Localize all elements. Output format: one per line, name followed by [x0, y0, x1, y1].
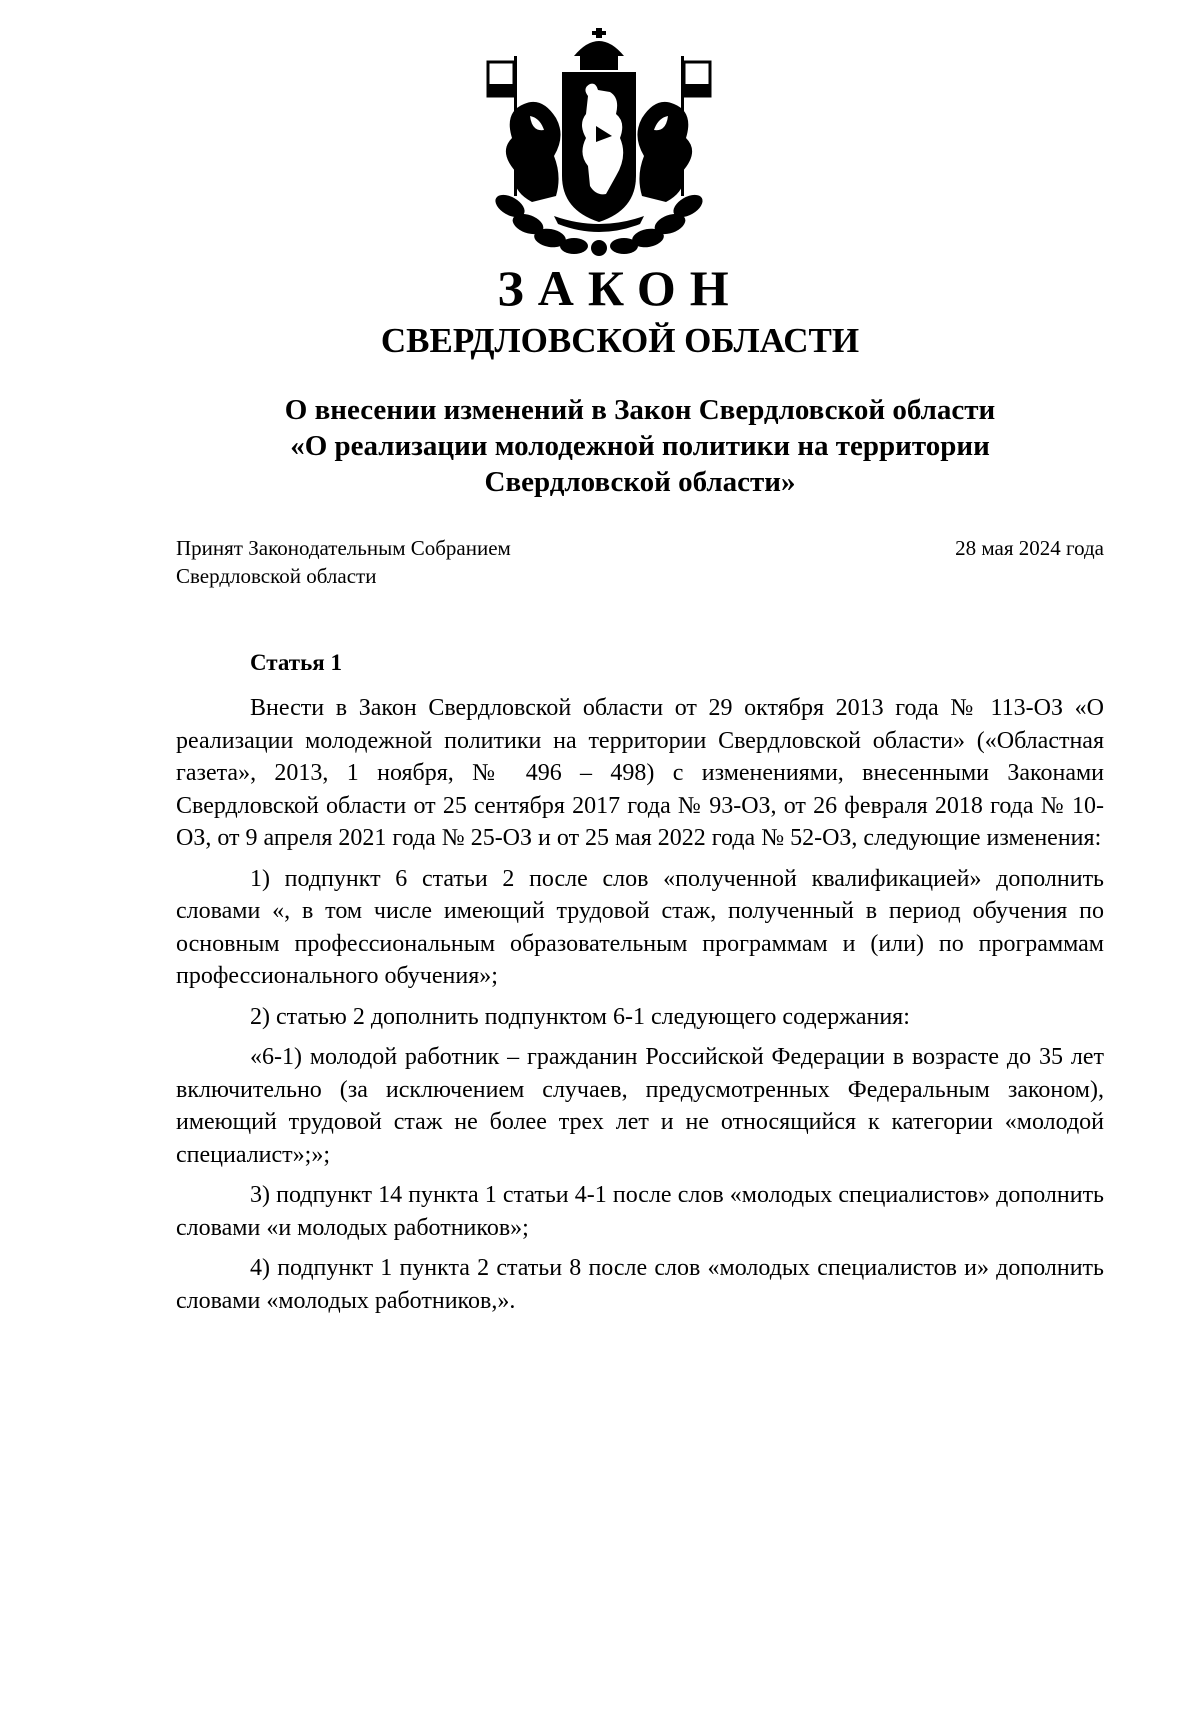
coat-of-arms-emblem [470, 26, 728, 258]
law-name [220, 392, 1060, 500]
adoption-body-line: Свердловской области [176, 564, 377, 588]
article-item-paragraph: «6-1) молодой работник – гражданин Российской Федерации в возрасте до 35 лет включительно (за исключением случаев, предусмотренных Федеральным законом), имеющий трудовой стаж не более трех лет и не относящийся к категории «молодой специалист»;»; [176, 1044, 1104, 1168]
adoption-body [176, 534, 511, 590]
document-title: ЗАКОН [497, 260, 743, 316]
article-heading: Статья 1 [250, 650, 342, 675]
document-subtitle: СВЕРДЛОВСКОЙ ОБЛАСТИ [380, 321, 860, 360]
article-body [176, 692, 1104, 1325]
article-item-paragraph: 1) подпункт 6 статьи 2 после слов «полученной квалификацией» дополнить словами «, в том числе имеющий трудовой стаж, полученный в период обучения по основным профессиональным образовательным программам и (или) по программам профессионального обучения»; [176, 865, 1104, 989]
article-item-paragraph: 2) статью 2 дополнить подпунктом 6-1 следующего содержания: [250, 1003, 910, 1030]
article-item-paragraph: 4) подпункт 1 пункта 2 статьи 8 после слов «молодых специалистов и» дополнить словами «молодых работников,». [176, 1255, 1104, 1314]
adoption-date: 28 мая 2024 года [955, 536, 1104, 560]
law-name-line: «О реализации молодежной политики на территории [290, 430, 990, 462]
law-name-line: О внесении изменений в Закон Свердловской области [284, 394, 996, 426]
article-intro-paragraph: Внести в Закон Свердловской области от 29 октября 2013 года № 113-ОЗ «О реализации молодежной политики на территории Свердловской области» («Областная газета», 2013, 1 ноября, № 496 – 498) с изменениями, внесенными Законами Свердловской области от 25 сентября 2017 года № 93-ОЗ, от 26 февраля 2018 года № 10-ОЗ, от 9 апреля 2021 года № 25-ОЗ и от 25 мая 2022 года № 52-ОЗ, следующие изменения: [176, 695, 1104, 851]
law-name-line: Свердловской области» [484, 466, 796, 498]
article-item-paragraph: 3) подпункт 14 пункта 1 статьи 4-1 после слов «молодых специалистов» дополнить словами «и молодых работников»; [176, 1182, 1104, 1241]
adoption-body-line: Принят Законодательным Собранием [176, 536, 511, 560]
